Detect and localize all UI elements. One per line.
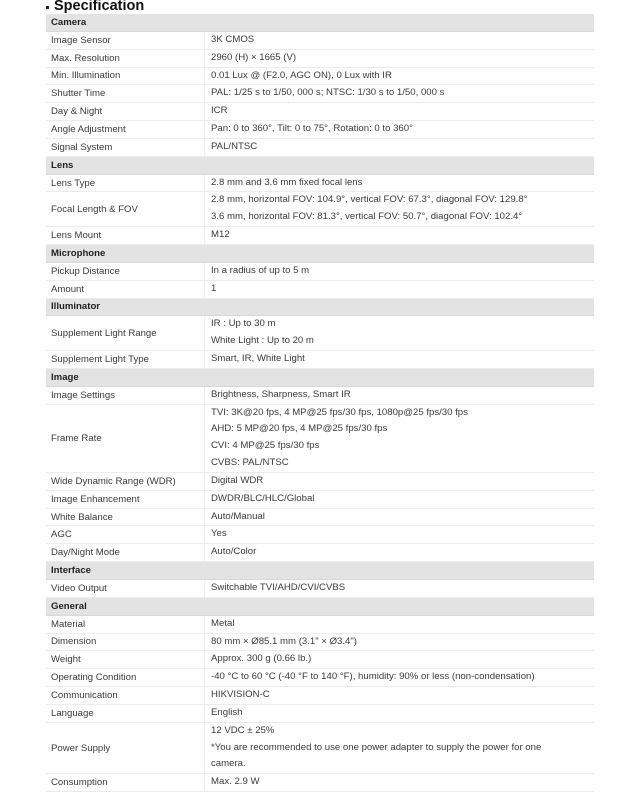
spec-value-line: AHD: 5 MP@20 fps, 4 MP@25 fps/30 fps xyxy=(211,423,388,435)
spec-value-line: Approx. 300 g (0.66 lb.) xyxy=(211,653,312,665)
spec-value xyxy=(205,490,595,508)
spec-value xyxy=(205,262,595,280)
spec-label: Weight xyxy=(46,651,205,669)
spec-value xyxy=(205,85,595,103)
spec-label: AGC xyxy=(46,526,205,544)
spec-label: Language xyxy=(46,704,205,722)
spec-value-line: English xyxy=(211,706,243,718)
spec-label: Max. Resolution xyxy=(46,49,205,67)
spec-value xyxy=(205,103,595,121)
spec-value-line: 2.8 mm and 3.6 mm fixed focal lens xyxy=(211,176,363,188)
spec-value-line: Yes xyxy=(211,528,227,540)
spec-value-line: Switchable TVI/AHD/CVI/CVBS xyxy=(211,582,346,593)
spec-row xyxy=(46,704,594,722)
spec-value-line: 80 mm × Ø85.1 mm (3.1" × Ø3.4") xyxy=(211,635,357,647)
spec-label: Dimension xyxy=(46,633,205,651)
section-title: General xyxy=(46,597,594,615)
spec-row xyxy=(46,262,594,280)
spec-value-line: DWDR/BLC/HLC/Global xyxy=(211,492,315,504)
spec-value xyxy=(205,651,595,669)
spec-value xyxy=(205,280,595,298)
spec-value xyxy=(205,227,595,245)
spec-row xyxy=(46,472,594,490)
spec-row xyxy=(46,227,594,245)
spec-label: Lens Mount xyxy=(46,227,205,245)
spec-value xyxy=(205,31,595,49)
spec-value-line: Auto/Color xyxy=(211,546,257,558)
spec-row xyxy=(46,580,594,598)
spec-value xyxy=(205,508,595,526)
spec-value-line: -40 °C to 60 °C (-40 °F to 140 °F), humidity: 90% or less (non-condensation) xyxy=(211,671,535,683)
spec-value xyxy=(205,669,595,687)
spec-row xyxy=(46,633,594,651)
spec-row xyxy=(46,651,594,669)
spec-value-line: PAL: 1/25 s to 1/50, 000 s; NTSC: 1/30 s to 1/50, 000 s xyxy=(211,87,445,99)
spec-label: Image Sensor xyxy=(46,31,205,49)
section-title: Camera xyxy=(46,14,594,31)
spec-value-line: HIKVISION-C xyxy=(211,689,270,701)
spec-row xyxy=(46,138,594,156)
spec-value xyxy=(205,138,595,156)
spec-row xyxy=(46,103,594,121)
section-header xyxy=(46,156,594,174)
spec-value-line: IR : Up to 30 m xyxy=(211,318,276,330)
spec-label: Image Enhancement xyxy=(46,490,205,508)
spec-value-line: Auto/Manual xyxy=(211,510,265,522)
section-title: Illuminator xyxy=(46,298,594,316)
section-header xyxy=(46,244,594,262)
spec-value xyxy=(205,316,595,351)
spec-label: Min. Illumination xyxy=(46,67,205,85)
spec-value-line: *You are recommended to use one power adapter to supply the power for one xyxy=(211,741,542,753)
spec-label: Signal System xyxy=(46,138,205,156)
spec-value-line: 12 VDC ± 25% xyxy=(211,724,275,736)
spec-row xyxy=(46,316,594,351)
section-title: Lens xyxy=(46,156,594,174)
spec-row xyxy=(46,85,594,103)
bullet-icon xyxy=(46,6,49,9)
section-header xyxy=(46,368,594,386)
spec-value-line: 1 xyxy=(211,282,217,294)
spec-label: Communication xyxy=(46,687,205,705)
spec-label: Consumption xyxy=(46,774,205,792)
spec-value xyxy=(205,192,595,227)
spec-row xyxy=(46,121,594,139)
spec-label: Frame Rate xyxy=(46,404,205,472)
spec-value xyxy=(205,174,595,192)
spec-value xyxy=(205,351,595,369)
spec-row xyxy=(46,386,594,404)
spec-value-line: Max. 2.9 W xyxy=(211,776,260,788)
spec-row xyxy=(46,722,594,774)
spec-row xyxy=(46,351,594,369)
section-title: Interface xyxy=(46,562,594,580)
spec-row xyxy=(46,490,594,508)
spec-value-line: Digital WDR xyxy=(211,474,264,486)
title-text: Specification xyxy=(54,0,145,14)
spec-label: Day/Night Mode xyxy=(46,544,205,562)
spec-row xyxy=(46,615,594,633)
spec-value xyxy=(205,49,595,67)
spec-label: Amount xyxy=(46,280,205,298)
spec-label: Supplement Light Range xyxy=(46,316,205,351)
spec-row xyxy=(46,404,594,472)
section-title: Microphone xyxy=(46,244,594,262)
spec-value xyxy=(205,722,595,774)
spec-value xyxy=(205,526,595,544)
spec-table xyxy=(46,14,594,792)
spec-label: Video Output xyxy=(46,580,205,598)
spec-row xyxy=(46,544,594,562)
spec-value-line: CVBS: PAL/NTSC xyxy=(211,457,289,469)
spec-value-line: TVI: 3K@20 fps, 4 MP@25 fps/30 fps, 1080p@25 fps/30 fps xyxy=(211,406,468,418)
spec-row xyxy=(46,526,594,544)
spec-row xyxy=(46,49,594,67)
spec-value-line: PAL/NTSC xyxy=(211,140,258,152)
spec-label: Angle Adjustment xyxy=(46,121,205,139)
spec-label: Shutter Time xyxy=(46,85,205,103)
spec-value-line: ICR xyxy=(211,105,228,117)
spec-row xyxy=(46,687,594,705)
spec-value xyxy=(205,472,595,490)
spec-label: Image Settings xyxy=(46,386,205,404)
spec-value-line: White Light : Up to 20 m xyxy=(211,335,314,347)
spec-value xyxy=(205,704,595,722)
page-title xyxy=(46,0,144,15)
spec-value xyxy=(205,580,595,598)
spec-label: Operating Condition xyxy=(46,669,205,687)
spec-row xyxy=(46,174,594,192)
spec-label: Wide Dynamic Range (WDR) xyxy=(46,472,205,490)
spec-label: Day & Night xyxy=(46,103,205,121)
spec-value xyxy=(205,544,595,562)
spec-row xyxy=(46,192,594,227)
spec-value-line: Metal xyxy=(211,617,235,629)
spec-row xyxy=(46,669,594,687)
spec-value-line: Brightness, Sharpness, Smart IR xyxy=(211,388,351,400)
spec-value-line: Pan: 0 to 360°, Tilt: 0 to 75°, Rotation: 0 to 360° xyxy=(211,123,413,135)
spec-row xyxy=(46,31,594,49)
spec-table-body xyxy=(46,14,594,792)
spec-value-line: In a radius of up to 5 m xyxy=(211,264,310,276)
section-header xyxy=(46,14,594,31)
spec-value xyxy=(205,687,595,705)
spec-value xyxy=(205,633,595,651)
spec-label: Focal Length & FOV xyxy=(46,192,205,227)
section-header xyxy=(46,298,594,316)
spec-value xyxy=(205,615,595,633)
spec-row xyxy=(46,508,594,526)
spec-row xyxy=(46,67,594,85)
spec-value xyxy=(205,404,595,472)
spec-row xyxy=(46,774,594,792)
spec-value-line: 3K CMOS xyxy=(211,33,255,45)
section-title: Image xyxy=(46,368,594,386)
section-header xyxy=(46,597,594,615)
spec-label: Material xyxy=(46,615,205,633)
spec-value-line: 0.01 Lux @ (F2.0, AGC ON), 0 Lux with IR xyxy=(211,69,392,81)
spec-value-line: CVI: 4 MP@25 fps/30 fps xyxy=(211,440,320,452)
spec-value-line: 3.6 mm, horizontal FOV: 81.3°, vertical FOV: 50.7°, diagonal FOV: 102.4° xyxy=(211,211,523,223)
spec-label: Pickup Distance xyxy=(46,262,205,280)
spec-value-line: Smart, IR, White Light xyxy=(211,353,305,365)
spec-label: White Balance xyxy=(46,508,205,526)
spec-value-line: M12 xyxy=(211,229,230,241)
section-header xyxy=(46,562,594,580)
spec-value xyxy=(205,67,595,85)
spec-value-line: 2.8 mm, horizontal FOV: 104.9°, vertical FOV: 67.3°, diagonal FOV: 129.8° xyxy=(211,194,528,206)
spec-value-line: 2960 (H) × 1665 (V) xyxy=(211,51,297,63)
spec-value xyxy=(205,774,595,792)
spec-row xyxy=(46,280,594,298)
spec-value-line: camera. xyxy=(211,758,246,770)
spec-label: Power Supply xyxy=(46,722,205,774)
spec-value xyxy=(205,121,595,139)
spec-label: Lens Type xyxy=(46,174,205,192)
spec-label: Supplement Light Type xyxy=(46,351,205,369)
spec-value xyxy=(205,386,595,404)
